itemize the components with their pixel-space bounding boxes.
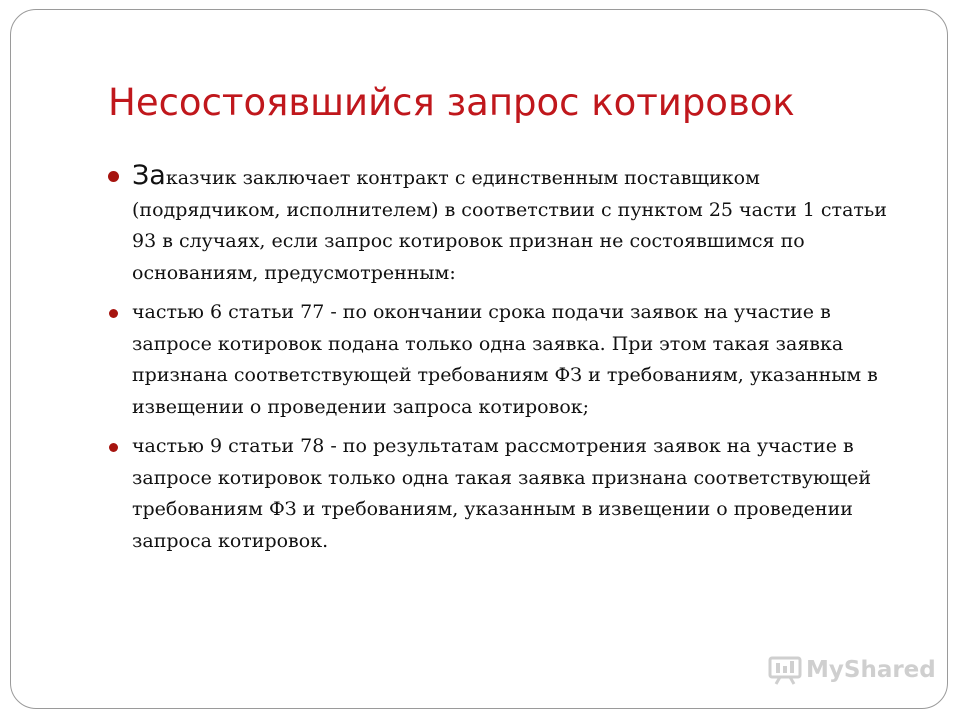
bullet-text: казчик заключает контракт с единственным поставщиком (подрядчиком, исполнителем) в соответствии с пунктом 25 части 1 статьи 93 в случаях, если запрос котировок признан не состоявшимся по основаниям, предусмотренным: (132, 167, 887, 284)
slide-title: Несостоявшийся запрос котировок (108, 81, 795, 124)
watermark-logo (768, 655, 936, 685)
watermark-brand: MyShared (806, 657, 936, 683)
bullet-list (108, 160, 908, 557)
bullet-item-main (108, 160, 908, 289)
bullet-item-article-78 (108, 431, 908, 557)
bullet-point-icon (109, 443, 118, 452)
bullet-point-icon (108, 171, 119, 182)
bullet-lead-text: За (132, 160, 166, 191)
presentation-board-icon (768, 655, 802, 685)
bullet-text: частью 6 статьи 77 - по окончании срока подачи заявок на участие в запросе котировок подана только одна заявка. При этом такая заявка признана соответствующей требованиям ФЗ и требованиям, указанным в извещении о проведении запроса котировок; (132, 301, 878, 418)
bullet-point-icon (109, 309, 118, 318)
bullet-item-article-77 (108, 297, 908, 423)
bullet-text: частью 9 статьи 78 - по результатам рассмотрения заявок на участие в запросе котировок только одна такая заявка признана соответствующей требованиям ФЗ и требованиям, указанным в извещении о проведении запроса котировок. (132, 435, 872, 552)
